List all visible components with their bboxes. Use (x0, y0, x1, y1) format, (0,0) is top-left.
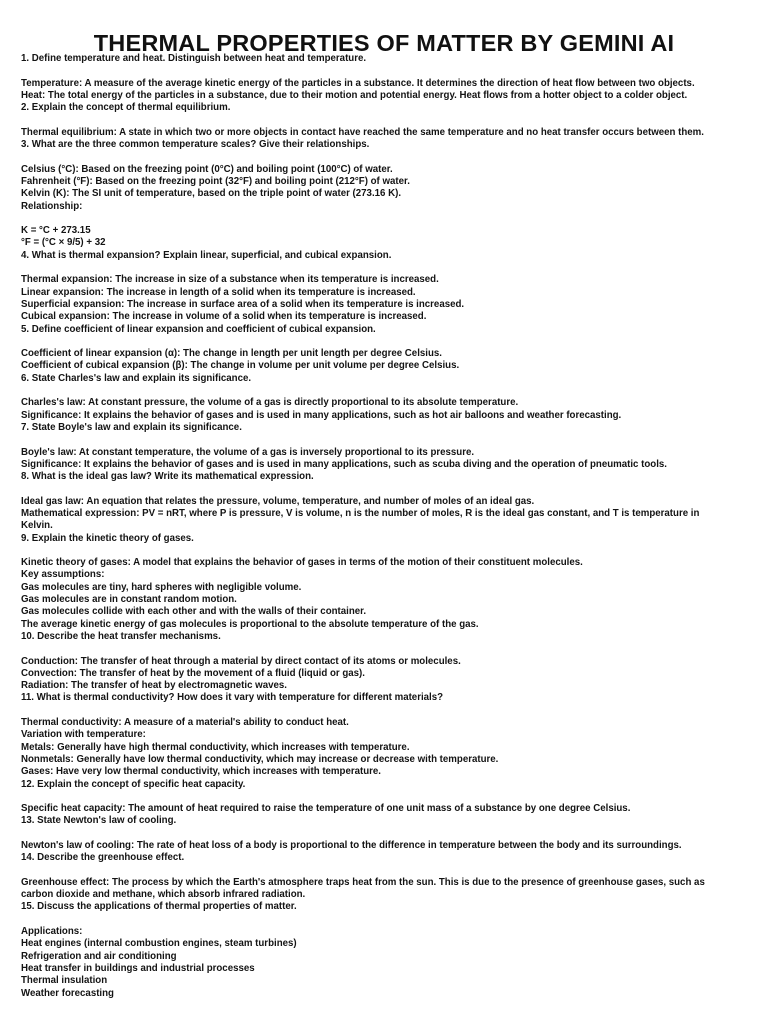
text-line: The average kinetic energy of gas molecules is proportional to the absolute temperature of the gas. (21, 618, 479, 630)
text-line: Gases: Have very low thermal conductivity, which increases with temperature. (21, 766, 382, 778)
text-line: 7. State Boyle's law and explain its significance. (21, 421, 242, 433)
blank-line (21, 545, 751, 557)
text-line: Relationship: (21, 200, 83, 212)
text-line: Mathematical expression: PV = nRT, where P is pressure, V is volume, n is the number of moles, R is the ideal gas constant, and T is temperature in (21, 507, 700, 519)
blank-line (21, 434, 751, 446)
blank-line (21, 791, 751, 803)
blank-line (21, 828, 751, 840)
blank-line (21, 705, 751, 717)
blank-line (21, 385, 751, 397)
text-line: Fahrenheit (°F): Based on the freezing point (32°F) and boiling point (212°F) of water. (21, 175, 410, 187)
text-line: Superficial expansion: The increase in surface area of a solid when its temperature is increased. (21, 298, 465, 310)
blank-line (21, 865, 751, 877)
text-line: carbon dioxide and methane, which absorb infrared radiation. (21, 889, 306, 901)
text-line: °F = (°C × 9/5) + 32 (21, 237, 106, 249)
text-line: Refrigeration and air conditioning (21, 950, 177, 962)
text-line: Conduction: The transfer of heat through a material by direct contact of its atoms or molecules. (21, 655, 461, 667)
text-line: Heat: The total energy of the particles in a substance, due to their motion and potential energy. Heat flows from a hotter object to a colder object. (21, 89, 688, 101)
text-line: 11. What is thermal conductivity? How does it vary with temperature for different materials? (21, 692, 444, 704)
text-line: Boyle's law: At constant temperature, the volume of a gas is inversely proportional to its pressure. (21, 446, 475, 458)
text-line: Gas molecules are tiny, hard spheres with negligible volume. (21, 581, 302, 593)
text-line: K = °C + 273.15 (21, 225, 91, 237)
text-line: 4. What is thermal expansion? Explain linear, superficial, and cubical expansion. (21, 249, 392, 261)
text-line: Gas molecules are in constant random motion. (21, 594, 237, 606)
blank-line (21, 114, 751, 126)
blank-line (21, 483, 751, 495)
text-line: Celsius (°C): Based on the freezing point (0°C) and boiling point (100°C) of water. (21, 163, 393, 175)
text-line: 6. State Charles's law and explain its significance. (21, 372, 252, 384)
text-line: 15. Discuss the applications of thermal properties of matter. (21, 901, 297, 913)
text-line: Thermal equilibrium: A state in which two or more objects in contact have reached the same temperature and no heat transfer occurs between them. (21, 126, 704, 138)
blank-line (21, 151, 751, 163)
document-body (21, 53, 751, 1000)
text-line: Variation with temperature: (21, 729, 146, 741)
blank-line (21, 213, 751, 225)
text-line: Heat transfer in buildings and industrial processes (21, 962, 255, 974)
text-line: Nonmetals: Generally have low thermal conductivity, which may increase or decrease with temperature. (21, 753, 499, 765)
text-line: Temperature: A measure of the average kinetic energy of the particles in a substance. It determines the direction of heat flow between two objects. (21, 77, 695, 89)
blank-line (21, 65, 751, 77)
blank-line (21, 643, 751, 655)
text-line: Weather forecasting (21, 987, 114, 999)
text-line: Significance: It explains the behavior of gases and is used in many applications, such as hot air balloons and weather forecasting. (21, 409, 622, 421)
blank-line (21, 262, 751, 274)
text-line: Coefficient of cubical expansion (β): The change in volume per unit volume per degree Celsius. (21, 360, 460, 372)
text-line: Ideal gas law: An equation that relates the pressure, volume, temperature, and number of moles of an ideal gas. (21, 495, 535, 507)
text-line: Linear expansion: The increase in length of a solid when its temperature is increased. (21, 286, 416, 298)
text-line: Newton's law of cooling: The rate of heat loss of a body is proportional to the difference in temperature between the body and its surroundings. (21, 840, 682, 851)
text-line: Convection: The transfer of heat by the movement of a fluid (liquid or gas). (21, 667, 365, 679)
text-line: Metals: Generally have high thermal conductivity, which increases with temperature. (21, 741, 410, 753)
text-line: Thermal conductivity: A measure of a material's ability to conduct heat. (21, 717, 349, 729)
text-line: Key assumptions: (21, 569, 105, 581)
text-line: 13. State Newton's law of cooling. (21, 815, 177, 827)
text-line: Specific heat capacity: The amount of heat required to raise the temperature of one unit mass of a substance by one degree Celsius. (21, 803, 631, 815)
text-line: Kelvin (K): The SI unit of temperature, based on the triple point of water (273.16 K). (21, 188, 402, 200)
text-line: 3. What are the three common temperature scales? Give their relationships. (21, 139, 370, 151)
text-line: Radiation: The transfer of heat by electromagnetic waves. (21, 680, 287, 692)
blank-line (21, 914, 751, 926)
text-line: 5. Define coefficient of linear expansion and coefficient of cubical expansion. (21, 323, 376, 335)
text-line: Thermal insulation (21, 975, 108, 987)
text-line: Kinetic theory of gases: A model that explains the behavior of gases in terms of the motion of their constituent molecules. (21, 557, 583, 569)
text-line: 10. Describe the heat transfer mechanisms. (21, 630, 221, 642)
text-line: Gas molecules collide with each other and with the walls of their container. (21, 606, 367, 618)
text-line: 2. Explain the concept of thermal equilibrium. (21, 102, 231, 114)
text-line: Applications: (21, 926, 83, 938)
text-line: Thermal expansion: The increase in size of a substance when its temperature is increased. (21, 274, 439, 286)
blank-line (21, 336, 751, 348)
page-title: THERMAL PROPERTIES OF MATTER BY GEMINI AI (93, 30, 675, 56)
text-line: Greenhouse effect: The process by which the Earth's atmosphere traps heat from the sun. This is due to the presence of greenhouse gases, such as (21, 876, 705, 888)
text-line: 1. Define temperature and heat. Distinguish between heat and temperature. (21, 53, 367, 64)
text-line: Kelvin. (21, 520, 53, 532)
text-line: Significance: It explains the behavior of gases and is used in many applications, such as scuba diving and the operation of pneumatic tools. (21, 458, 667, 470)
text-line: 8. What is the ideal gas law? Write its mathematical expression. (21, 471, 314, 483)
text-line: 12. Explain the concept of specific heat capacity. (21, 778, 246, 790)
text-line: 14. Describe the greenhouse effect. (21, 852, 185, 864)
text-line: Charles's law: At constant pressure, the volume of a gas is directly proportional to its absolute temperature. (21, 397, 519, 409)
text-line: Coefficient of linear expansion (α): The change in length per unit length per degree Celsius. (21, 348, 442, 360)
text-line: 9. Explain the kinetic theory of gases. (21, 532, 194, 544)
text-line: Heat engines (internal combustion engines, steam turbines) (21, 938, 297, 950)
text-line: Cubical expansion: The increase in volume of a solid when its temperature is increased. (21, 311, 427, 323)
